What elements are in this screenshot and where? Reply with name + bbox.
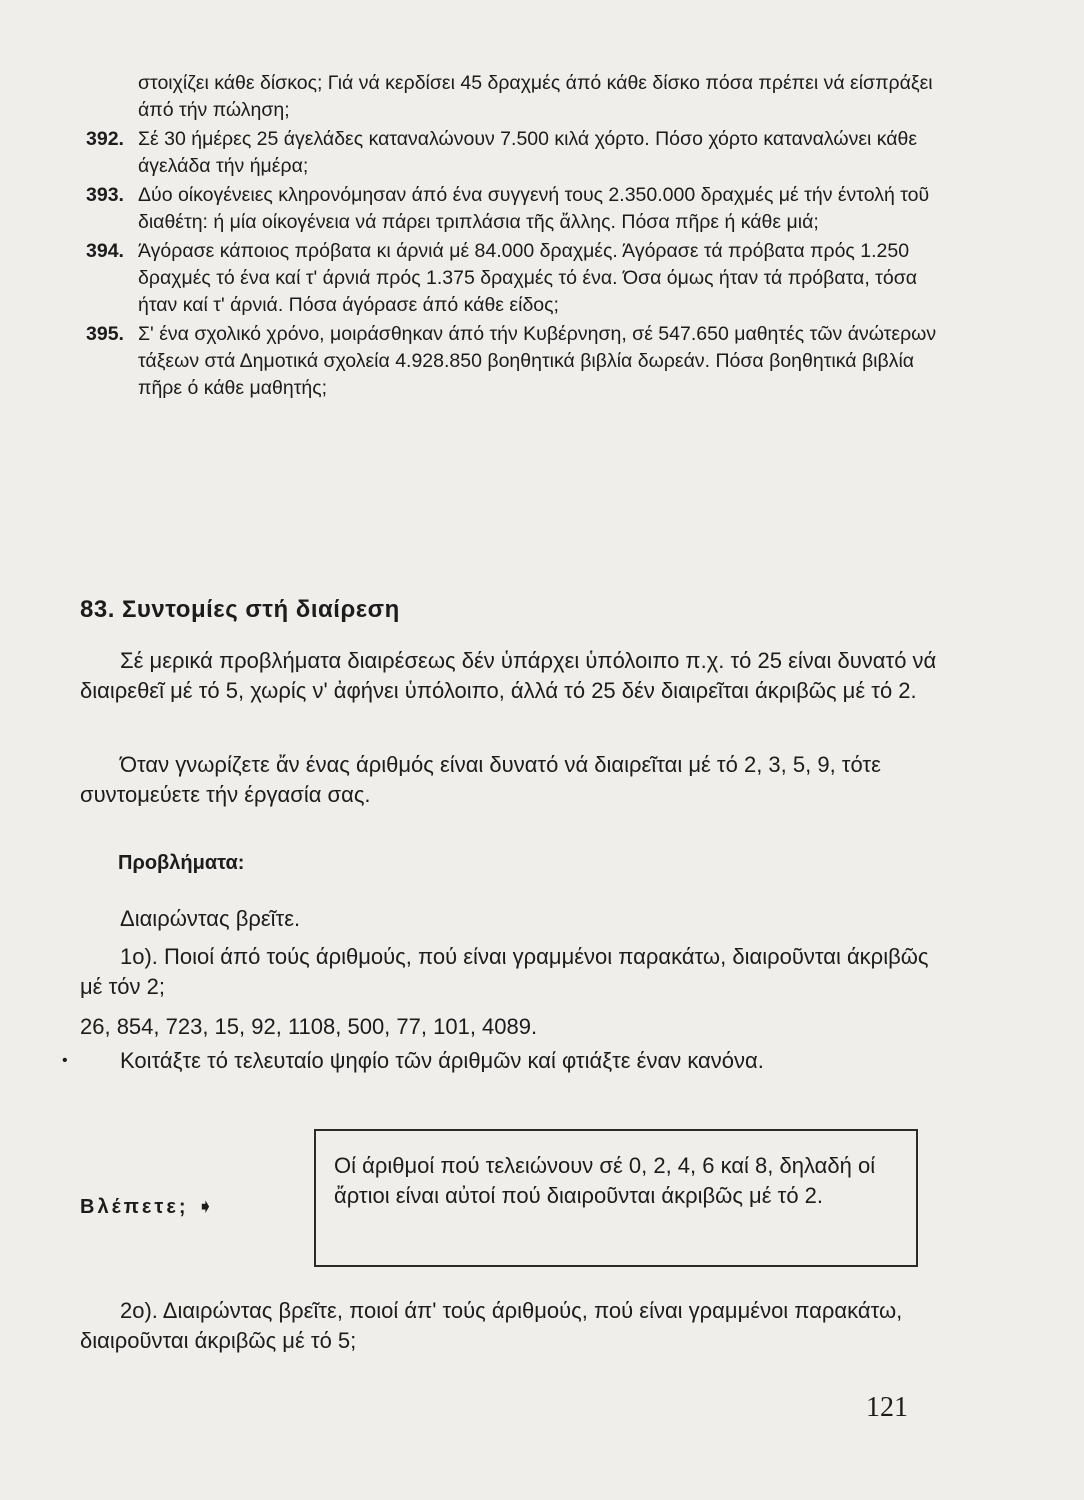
arrow-icon: ➧: [197, 1196, 217, 1218]
problem-394: [86, 238, 946, 319]
section-title: 83. Συντομίες στή διαίρεση: [80, 596, 400, 623]
number-list: 26, 854, 723, 15, 92, 1108, 500, 77, 101, 4089.: [80, 1014, 538, 1039]
bullet-mark: •: [62, 1052, 68, 1069]
problem-text: Σ' ένα σχολικό χρόνο, μοιράσθηκαν άπό τήν Κυβέρνηση, σέ 547.650 μαθητές τῶν άνώτερων τάξεων στά Δημοτικά σχολεία 4.928.850 βοηθητικά βιβλία δωρεάν. Πόσα βοηθητικά βιβλία πῆρε ό κάθε μαθητής;: [138, 323, 937, 399]
problem-number: 393.: [86, 184, 124, 206]
problem-text: Άγόρασε κάποιος πρόβατα κι άρνιά μέ 84.000 δραχμές. Άγόρασε τά πρόβατα πρός 1.250 δραχμές τό ένα καί τ' άρνιά πρός 1.375 δραχμές τό ένα. Όσα όμως ήταν τά πρόβατα, τόσα ήταν καί τ' άρνιά. Πόσα άγόρασε άπό κάθε είδος;: [138, 240, 918, 316]
see-text: Βλέπετε;: [80, 1196, 189, 1218]
hint: Κοιτάξτε τό τελευταίο ψηφίο τῶν άριθμῶν καί φτιάξτε έναν κανόνα.: [120, 1048, 764, 1073]
rule-box-text: Οί άριθμοί πού τελειώνουν σέ 0, 2, 4, 6 καί 8, δηλαδή οί ἄρτιοι είναι αὐτοί πού διαιροῦνται άκριβῶς μέ τό 2.: [334, 1153, 876, 1208]
problem-number: 394.: [86, 240, 124, 262]
question-1: 1ο). Ποιοί άπό τούς άριθμούς, πού είναι γραμμένοι παρακάτω, διαιροῦνται άκριβῶς μέ τόν 2;: [80, 944, 929, 999]
problems-heading: Προβλήματα:: [118, 852, 245, 874]
rule-paragraph: Όταν γνωρίζετε ἄν ένας άριθμός είναι δυνατό νά διαιρεῖται μέ τό 2, 3, 5, 9, τότε συντομεύετε τήν έργασία σας.: [80, 752, 881, 807]
question-2: 2ο). Διαιρώντας βρεῖτε, ποιοί άπ' τούς άριθμούς, πού είναι γραμμένοι παρακάτω, διαιροῦνται άκριβῶς μέ τό 5;: [80, 1298, 903, 1353]
page-number: 121: [866, 1392, 908, 1423]
problem-number: 395.: [86, 323, 124, 345]
problem-continuation: [86, 70, 946, 124]
problem-393: [86, 182, 946, 236]
problem-392: [86, 126, 946, 180]
problem-395: [86, 321, 946, 402]
intro-paragraph: Σέ μερικά προβλήματα διαιρέσεως δέν ὑπάρχει ὑπόλοιπο π.χ. τό 25 είναι δυνατό νά διαιρεθεῖ μέ τό 5, χωρίς ν' ἀφήνει ὑπόλοιπο, άλλά τό 25 δέν διαιρεῖται άκριβῶς μέ τό 2.: [80, 648, 937, 703]
problem-number: 392.: [86, 128, 124, 150]
see-label: [80, 1194, 217, 1219]
instruction: Διαιρώντας βρεῖτε.: [120, 906, 301, 931]
problem-text: Δύο οίκογένειες κληρονόμησαν άπό ένα συγγενή τους 2.350.000 δραχμές μέ τήν έντολή τοῦ διαθέτη: ή μία οίκογένεια νά πάρει τριπλάσια τῆς ἄλλης. Πόσα πῆρε ή κάθε μιά;: [138, 184, 930, 233]
problem-list: [86, 70, 946, 404]
rule-box: [314, 1129, 918, 1267]
problem-text: Σέ 30 ήμέρες 25 άγελάδες καταναλώνουν 7.500 κιλά χόρτο. Πόσο χόρτο καταναλώνει κάθε άγελάδα τήν ήμέρα;: [138, 128, 918, 177]
problem-text: στοιχίζει κάθε δίσκος; Γιά νά κερδίσει 45 δραχμές άπό κάθε δίσκο πόσα πρέπει νά είσπράξει άπό τήν πώληση;: [138, 72, 933, 121]
